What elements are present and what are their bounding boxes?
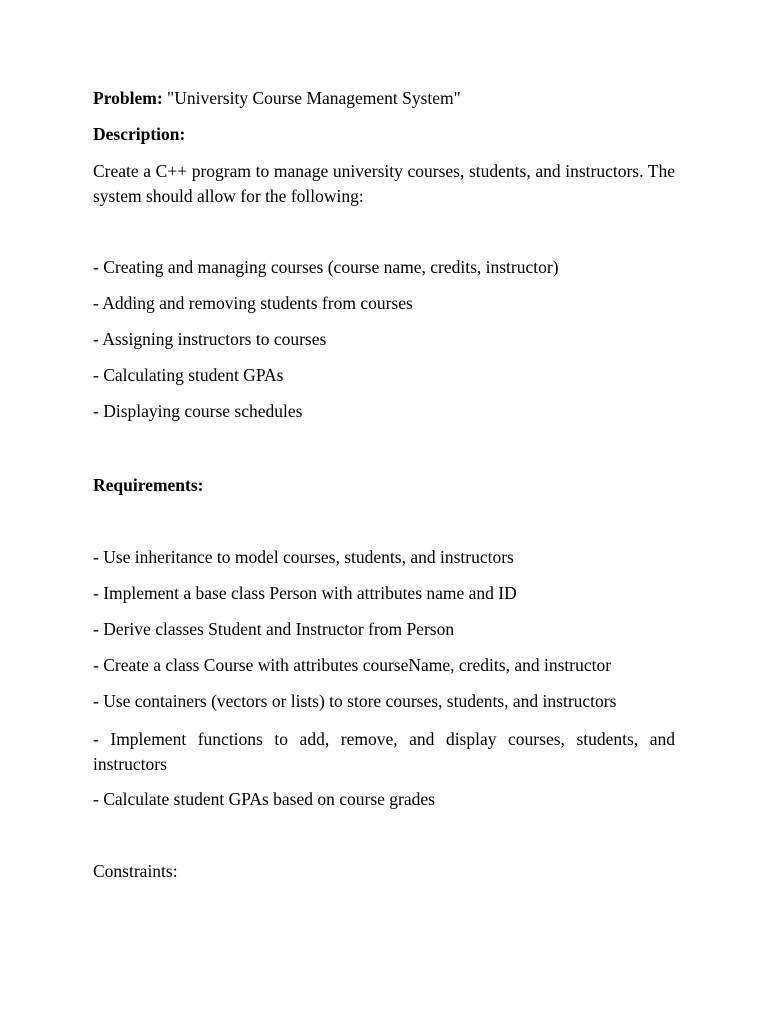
problem-title: "University Course Management System"	[167, 88, 461, 108]
description-item-1: - Adding and removing students from courses	[93, 293, 413, 313]
constraints-heading: Constraints:	[93, 861, 178, 881]
description-heading: Description:	[93, 124, 186, 144]
requirements-item-4: - Use containers (vectors or lists) to store courses, students, and instructors	[93, 691, 617, 711]
problem-label: Problem:	[93, 88, 163, 108]
description-item-4: - Displaying course schedules	[93, 401, 303, 421]
problem-line	[93, 87, 675, 111]
requirements-item-3: - Create a class Course with attributes courseName, credits, and instructor	[93, 655, 612, 675]
requirements-item-5: - Implement functions to add, remove, and display courses, students, and instructors	[93, 729, 675, 774]
requirements-item-0: - Use inheritance to model courses, students, and instructors	[93, 547, 514, 567]
requirements-item-1: - Implement a base class Person with attributes name and ID	[93, 583, 517, 603]
description-item-3: - Calculating student GPAs	[93, 365, 284, 385]
description-item-2: - Assigning instructors to courses	[93, 329, 327, 349]
description-item-0: - Creating and managing courses (course name, credits, instructor)	[93, 257, 559, 277]
requirements-item-6: - Calculate student GPAs based on course grades	[93, 789, 435, 809]
requirements-heading: Requirements:	[93, 475, 204, 495]
requirements-item-2: - Derive classes Student and Instructor from Person	[93, 619, 455, 639]
description-paragraph: Create a C++ program to manage university courses, students, and instructors. The system should allow for the following:	[93, 161, 675, 206]
